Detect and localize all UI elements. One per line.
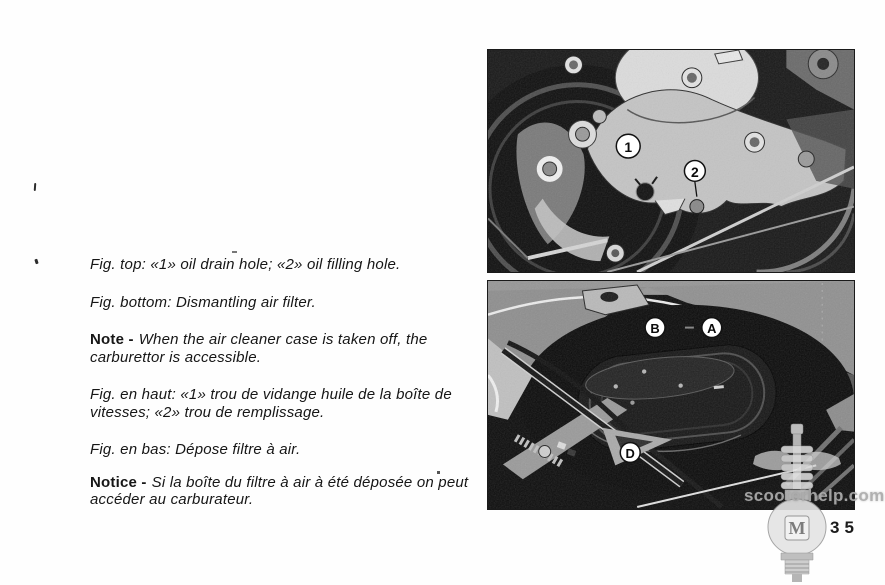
callout-D — [620, 443, 640, 463]
callout-2-label: 2 — [691, 163, 699, 180]
note-en — [90, 331, 470, 366]
caption-fig-bottom-fr — [90, 441, 470, 459]
caption-text: Fig. en bas: Dépose filtre à air. — [90, 441, 301, 458]
caption-text: Fig. bottom: Dismantling air filter. — [90, 293, 316, 311]
caption-fig-bottom-en — [90, 294, 470, 312]
page-number: 35 — [830, 518, 859, 537]
watermark-text: scooterhelp.com — [744, 486, 885, 505]
callout-A-label: A — [707, 321, 717, 337]
figure-gearbox-photo — [487, 49, 855, 273]
notice-label: Notice - — [90, 473, 147, 491]
callout-1 — [616, 134, 640, 158]
note-label: Note - — [90, 331, 134, 348]
scan-artifact — [34, 259, 38, 265]
caption-fig-top-fr — [90, 386, 470, 421]
notice-fr — [90, 474, 470, 509]
scan-artifact — [34, 183, 37, 191]
spark-plug-emblem: M — [788, 518, 806, 538]
note-text: When the air cleaner case is taken off, the carburettor is accessible. — [90, 331, 428, 366]
scan-artifact — [232, 251, 237, 253]
caption-column — [90, 256, 470, 529]
callout-B — [645, 318, 665, 338]
caption-text: Fig. top: «1» oil drain hole; «2» oil filling hole. — [90, 256, 401, 273]
gearbox-photo-art — [488, 50, 854, 272]
callout-1-label: 1 — [624, 139, 633, 156]
callout-D-label: D — [625, 445, 635, 461]
caption-fig-top-en — [90, 256, 470, 274]
callout-B-label: B — [650, 321, 660, 337]
callout-A — [702, 318, 722, 338]
caption-text: Fig. en haut: «1» trou de vidange huile de la boîte de vitesses; «2» trou de remplissage. — [90, 386, 452, 421]
notice-text: Si la boîte du filtre à air à été déposée on peut accéder au carburateur. — [90, 473, 469, 508]
